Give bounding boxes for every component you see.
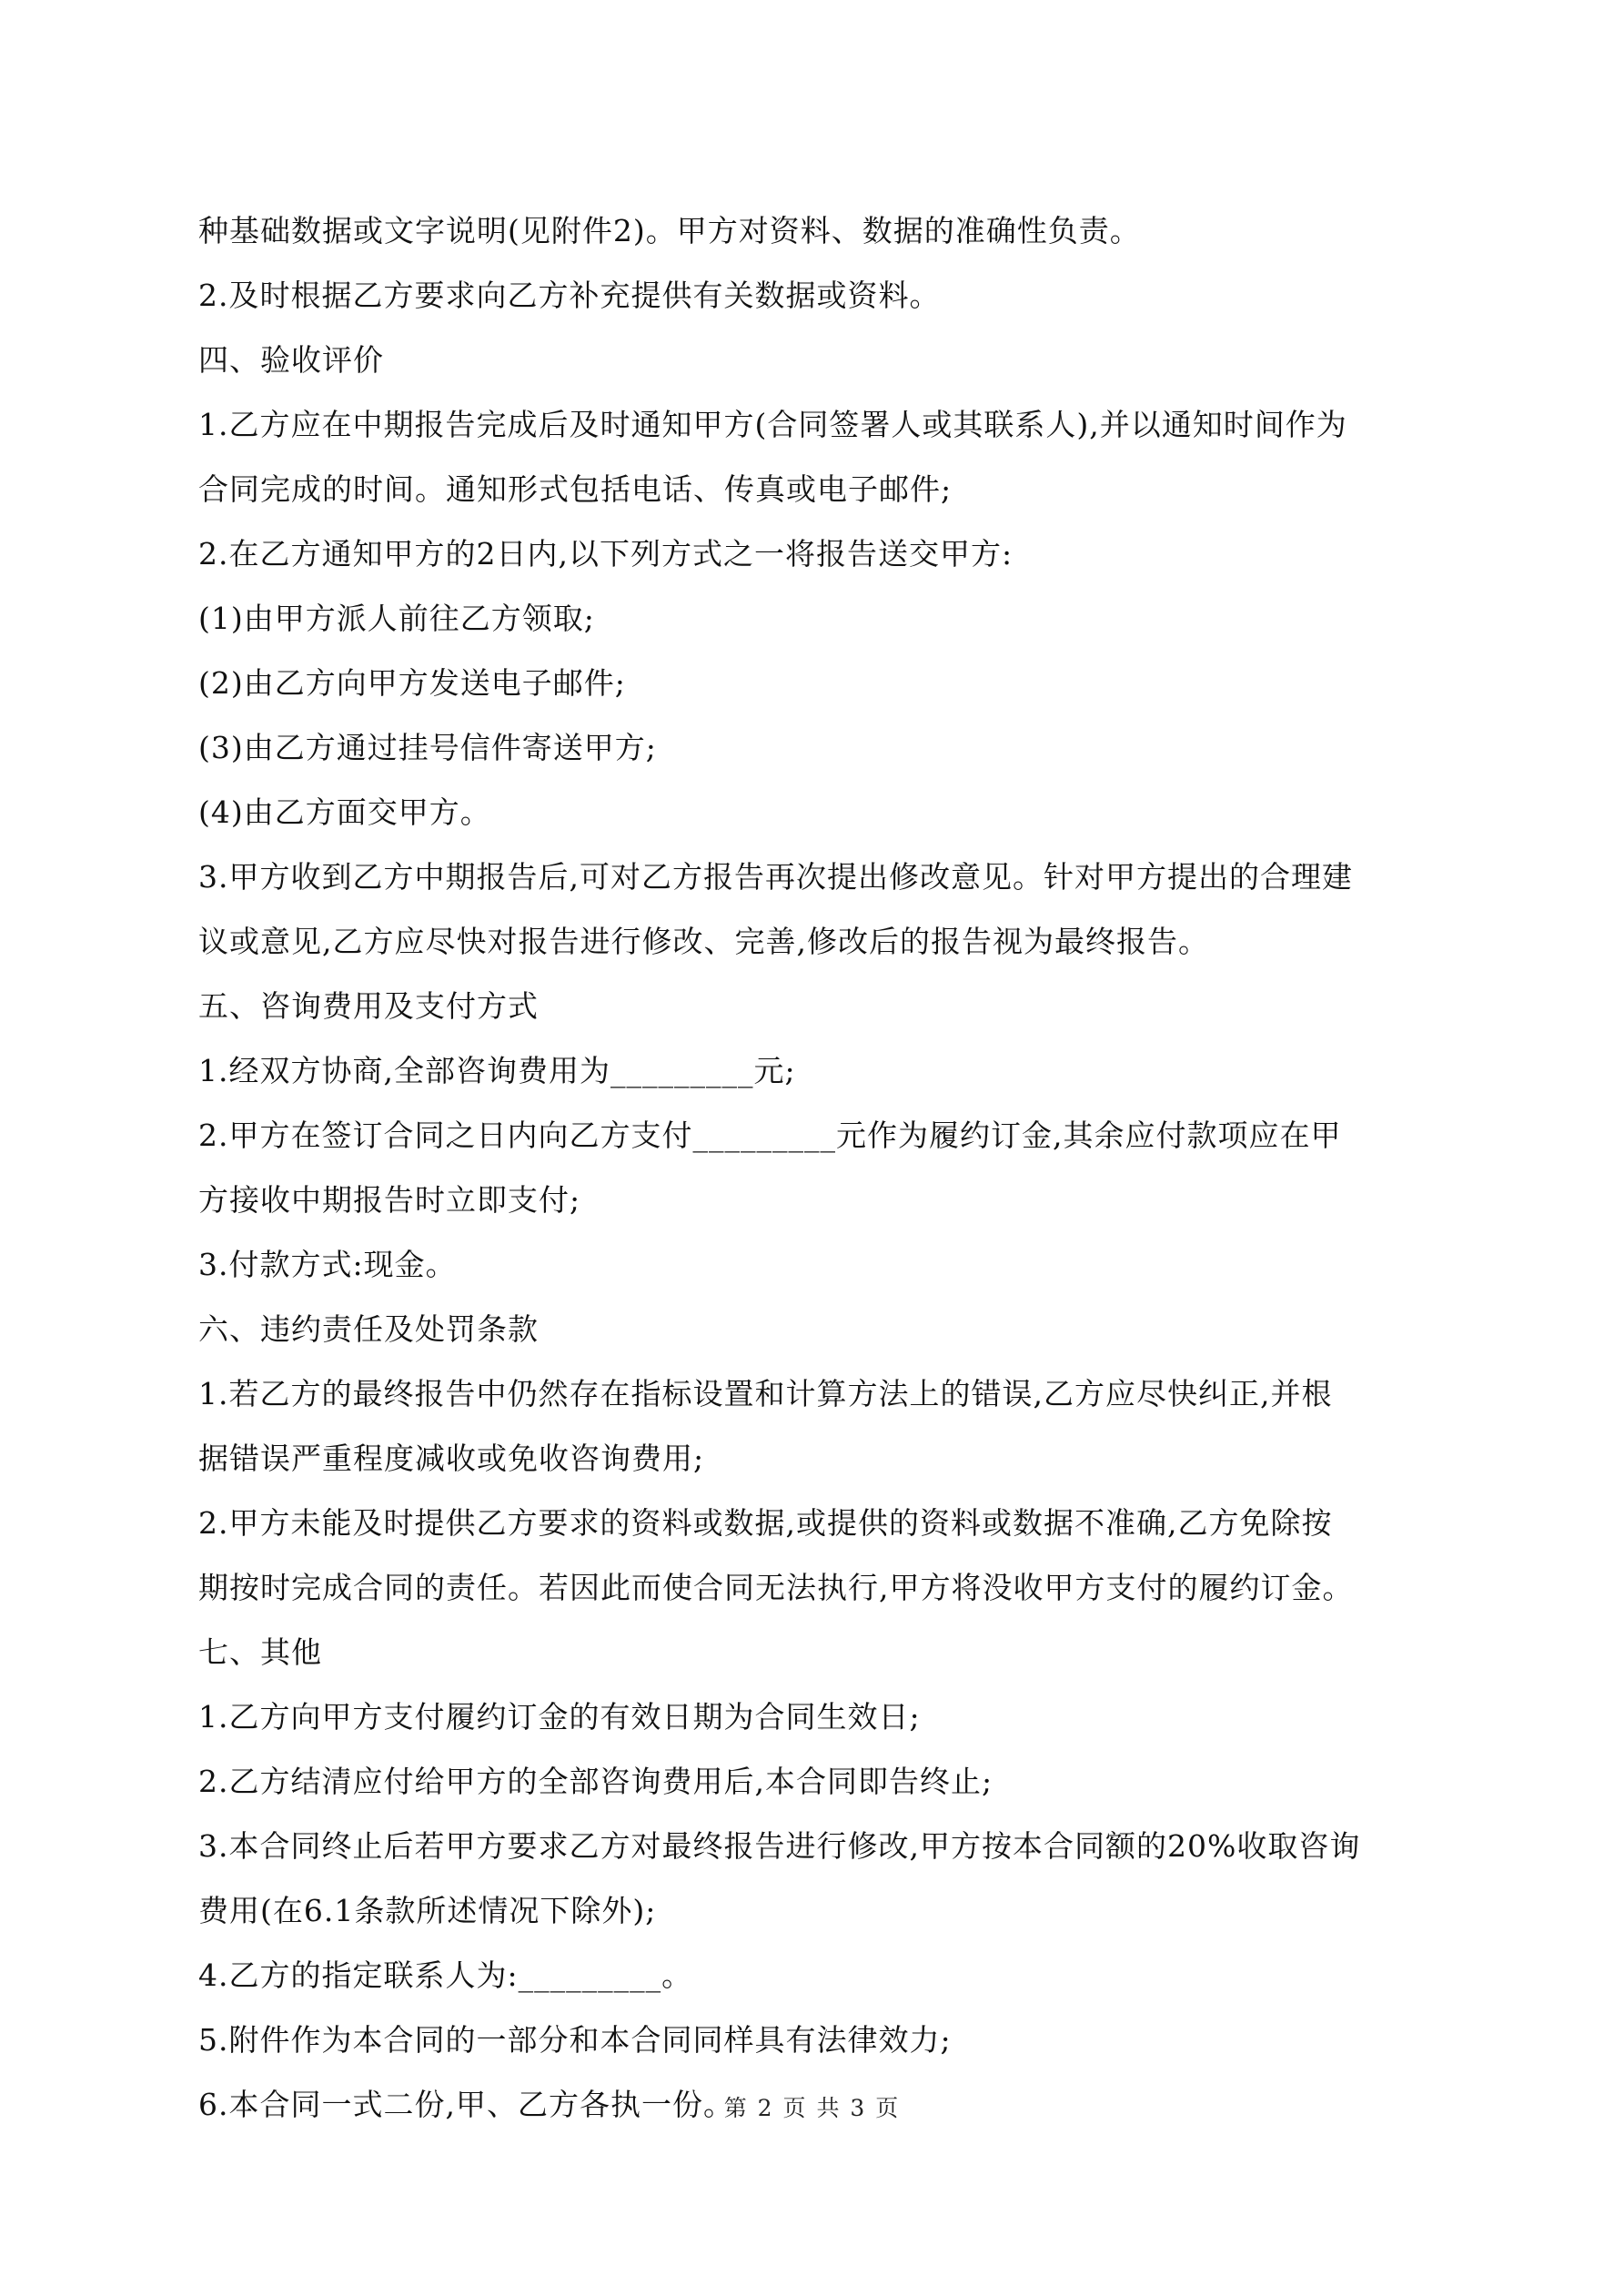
text-line: 3.本合同终止后若甲方要求乙方对最终报告进行修改,甲方按本合同额的20%收取咨询 — [198, 1828, 1361, 1864]
text-line: 种基础数据或文字说明(见附件2)。甲方对资料、数据的准确性负责。 — [198, 213, 1141, 248]
text-line: 2.甲方在签订合同之日内向乙方支付_________元作为履约订金,其余应付款项应在甲 — [198, 1118, 1342, 1153]
text-line: 4.乙方的指定联系人为:_________。 — [198, 1957, 693, 1993]
text-line: 2.甲方未能及时提供乙方要求的资料或数据,或提供的资料或数据不准确,乙方免除按 — [198, 1505, 1333, 1541]
text-line: 方接收中期报告时立即支付; — [198, 1182, 581, 1218]
text-line: 6.本合同一式二份,甲、乙方各执一份。 — [198, 2087, 734, 2122]
text-line: 议或意见,乙方应尽快对报告进行修改、完善,修改后的报告视为最终报告。 — [198, 924, 1209, 959]
text-line: 1.经双方协商,全部咨询费用为_________元; — [198, 1053, 796, 1088]
text-line: 3.甲方收到乙方中期报告后,可对乙方报告再次提出修改意见。针对甲方提出的合理建 — [198, 859, 1353, 895]
text-line: 1.若乙方的最终报告中仍然存在指标设置和计算方法上的错误,乙方应尽快纠正,并根 — [198, 1376, 1333, 1411]
text-line: 2.在乙方通知甲方的2日内,以下列方式之一将报告送交甲方: — [198, 536, 1014, 571]
text-line: 1.乙方向甲方支付履约订金的有效日期为合同生效日; — [198, 1699, 921, 1735]
text-line: (3)由乙方通过挂号信件寄送甲方; — [198, 730, 657, 765]
page-number-footer: 第 2 页 共 3 页 — [723, 2095, 901, 2121]
text-line: 5.附件作为本合同的一部分和本合同同样具有法律效力; — [198, 2022, 952, 2058]
text-line: (4)由乙方面交甲方。 — [198, 794, 491, 830]
section-heading: 四、验收评价 — [198, 342, 384, 378]
section-heading: 六、违约责任及处罚条款 — [198, 1311, 539, 1347]
text-line: 2.乙方结清应付给甲方的全部咨询费用后,本合同即告终止; — [198, 1764, 994, 1799]
section-heading: 七、其他 — [198, 1634, 322, 1670]
text-line: 合同完成的时间。通知形式包括电话、传真或电子邮件; — [198, 471, 953, 507]
text-line: 据错误严重程度减收或免收咨询费用; — [198, 1441, 705, 1476]
text-line: 1.乙方应在中期报告完成后及时通知甲方(合同签署人或其联系人),并以通知时间作为 — [198, 407, 1347, 442]
contract-body — [198, 198, 1454, 2137]
text-line: 2.及时根据乙方要求向乙方补充提供有关数据或资料。 — [198, 278, 941, 313]
section-heading: 五、咨询费用及支付方式 — [198, 988, 539, 1024]
text-line: 期按时完成合同的责任。若因此而使合同无法执行,甲方将没收甲方支付的履约订金。 — [198, 1570, 1354, 1605]
text-line: (2)由乙方向甲方发送电子邮件; — [198, 665, 626, 701]
text-line: (1)由甲方派人前往乙方领取; — [198, 601, 595, 636]
text-line: 3.付款方式:现金。 — [198, 1247, 457, 1282]
text-line: 费用(在6.1条款所述情况下除外); — [198, 1893, 657, 1928]
